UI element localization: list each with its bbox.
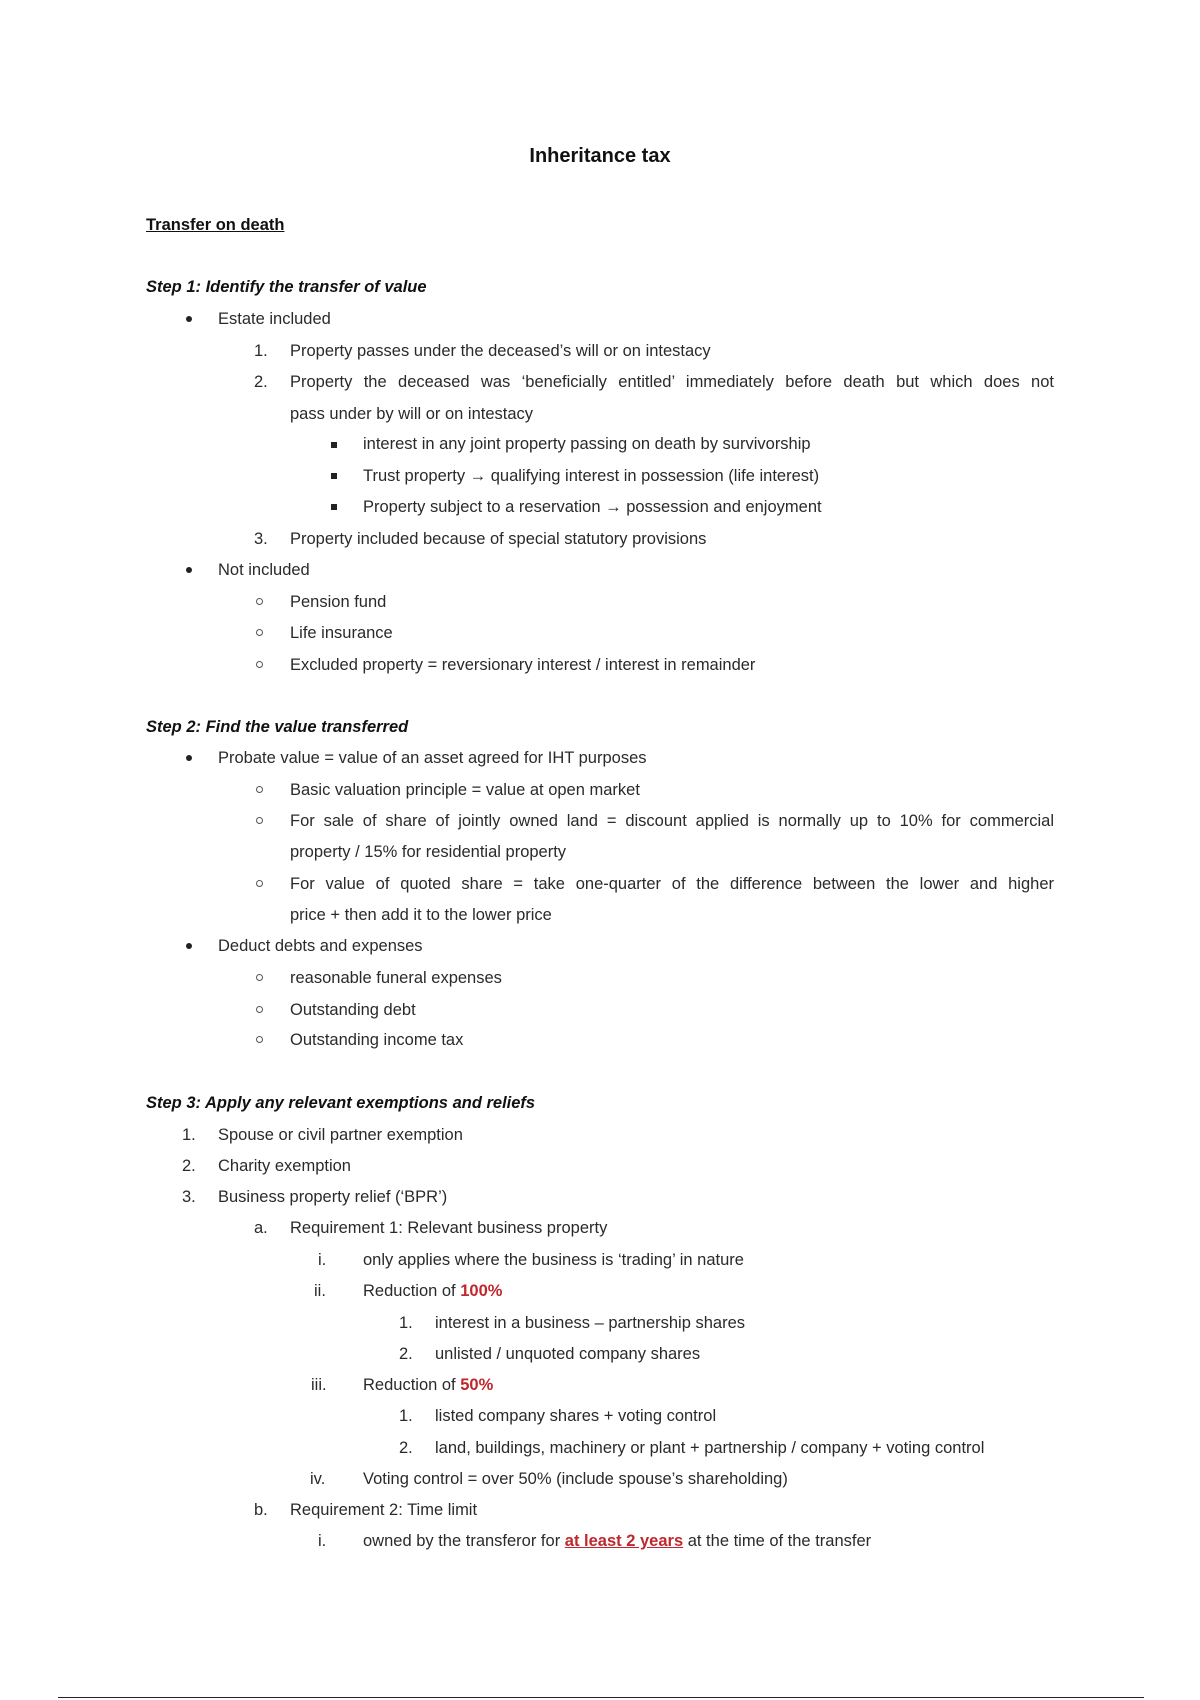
bullet-icon	[186, 567, 192, 573]
step1-heading: Step 1: Identify the transfer of value	[146, 278, 427, 296]
bullet-icon	[186, 316, 192, 322]
bullet-icon	[186, 755, 192, 761]
exemption-item: Charity exemption	[218, 1157, 351, 1175]
list-number: 3.	[254, 530, 268, 548]
probate-sub-item-continued: price + then add it to the lower price	[290, 906, 552, 924]
requirement-1-item: only applies where the business is ‘trading’ in nature	[363, 1251, 744, 1269]
included-item-continued: pass under by will or on intestacy	[290, 405, 534, 423]
reduction-100	[363, 1281, 502, 1301]
list-number: 2.	[254, 373, 268, 391]
list-roman: i.	[318, 1251, 327, 1269]
reduction-item: listed company shares + voting control	[435, 1407, 717, 1425]
step2-heading: Step 2: Find the value transferred	[146, 718, 409, 736]
voting-control: Voting control = over 50% (include spouse’s shareholding)	[363, 1470, 788, 1488]
list-number: 1.	[399, 1407, 413, 1425]
circle-bullet-icon	[256, 598, 263, 605]
list-number: 2.	[182, 1157, 196, 1175]
square-bullet-icon	[331, 473, 337, 479]
deduct-item: Deduct debts and expenses	[218, 937, 423, 955]
list-number: 1.	[182, 1126, 196, 1144]
footer-divider	[58, 1697, 1144, 1698]
included-item: Property the deceased was ‘beneficially entitled’ immediately before death but which does not	[290, 373, 1054, 391]
list-number: 2.	[399, 1345, 413, 1363]
list-letter: a.	[254, 1219, 268, 1237]
list-roman: iii.	[311, 1376, 327, 1394]
reduction-50	[363, 1375, 493, 1395]
reduction-prefix: Reduction of	[363, 1376, 461, 1394]
square-bullet-icon	[331, 442, 337, 448]
circle-bullet-icon	[256, 880, 263, 887]
requirement-2: Requirement 2: Time limit	[290, 1501, 478, 1519]
circle-bullet-icon	[256, 1036, 263, 1043]
probate-item: Probate value = value of an asset agreed for IHT purposes	[218, 749, 647, 767]
sub-item: interest in any joint property passing on death by survivorship	[363, 435, 811, 453]
deduct-sub-item: Outstanding debt	[290, 1001, 416, 1019]
circle-bullet-icon	[256, 661, 263, 668]
deduct-sub-item: reasonable funeral expenses	[290, 969, 502, 987]
not-included-item: Life insurance	[290, 624, 393, 642]
exemption-item: Business property relief (‘BPR’)	[218, 1188, 448, 1206]
list-roman: ii.	[314, 1282, 326, 1300]
not-included-item: Excluded property = reversionary interest / interest in remainder	[290, 656, 756, 674]
document-title: Inheritance tax	[529, 145, 671, 167]
list-number: 3.	[182, 1188, 196, 1206]
included-label: Estate included	[218, 310, 331, 328]
step3-heading: Step 3: Apply any relevant exemptions and reliefs	[146, 1094, 536, 1112]
reduction-value: 100%	[460, 1282, 503, 1300]
time-limit-suffix: at the time of the transfer	[683, 1532, 872, 1550]
section-title: Transfer on death	[146, 216, 285, 234]
probate-sub-item-continued: property / 15% for residential property	[290, 843, 567, 861]
time-limit-emphasis: at least 2 years	[564, 1532, 684, 1550]
circle-bullet-icon	[256, 629, 263, 636]
list-number: 1.	[399, 1314, 413, 1332]
circle-bullet-icon	[256, 1006, 263, 1013]
square-bullet-icon	[331, 504, 337, 510]
reduction-item: land, buildings, machinery or plant + partnership / company + voting control	[435, 1439, 985, 1457]
list-roman: i.	[318, 1532, 327, 1550]
circle-bullet-icon	[256, 817, 263, 824]
time-limit-item	[363, 1531, 871, 1551]
reduction-value: 50%	[460, 1376, 494, 1394]
included-item: Property passes under the deceased’s will or on intestacy	[290, 342, 711, 360]
exemption-item: Spouse or civil partner exemption	[218, 1126, 463, 1144]
list-letter: b.	[254, 1501, 268, 1519]
not-included-label: Not included	[218, 561, 310, 579]
bullet-icon	[186, 943, 192, 949]
time-limit-prefix: owned by the transferor for	[363, 1532, 565, 1550]
list-number: 2.	[399, 1439, 413, 1457]
deduct-sub-item: Outstanding income tax	[290, 1031, 464, 1049]
list-number: 1.	[254, 342, 268, 360]
circle-bullet-icon	[256, 786, 263, 793]
probate-sub-item: For sale of share of jointly owned land = discount applied is normally up to 10% for commercial	[290, 812, 1054, 830]
list-roman: iv.	[310, 1470, 326, 1488]
sub-item: Trust property → qualifying interest in possession (life interest)	[363, 467, 820, 485]
reduction-prefix: Reduction of	[363, 1282, 461, 1300]
requirement-1: Requirement 1: Relevant business property	[290, 1219, 608, 1237]
probate-sub-item: For value of quoted share = take one-quarter of the difference between the lower and higher	[290, 875, 1054, 893]
sub-item: Property subject to a reservation → possession and enjoyment	[363, 498, 822, 516]
probate-sub-item: Basic valuation principle = value at open market	[290, 781, 640, 799]
included-item: Property included because of special statutory provisions	[290, 530, 707, 548]
reduction-item: interest in a business – partnership shares	[435, 1314, 746, 1332]
not-included-item: Pension fund	[290, 593, 387, 611]
circle-bullet-icon	[256, 974, 263, 981]
reduction-item: unlisted / unquoted company shares	[435, 1345, 701, 1363]
